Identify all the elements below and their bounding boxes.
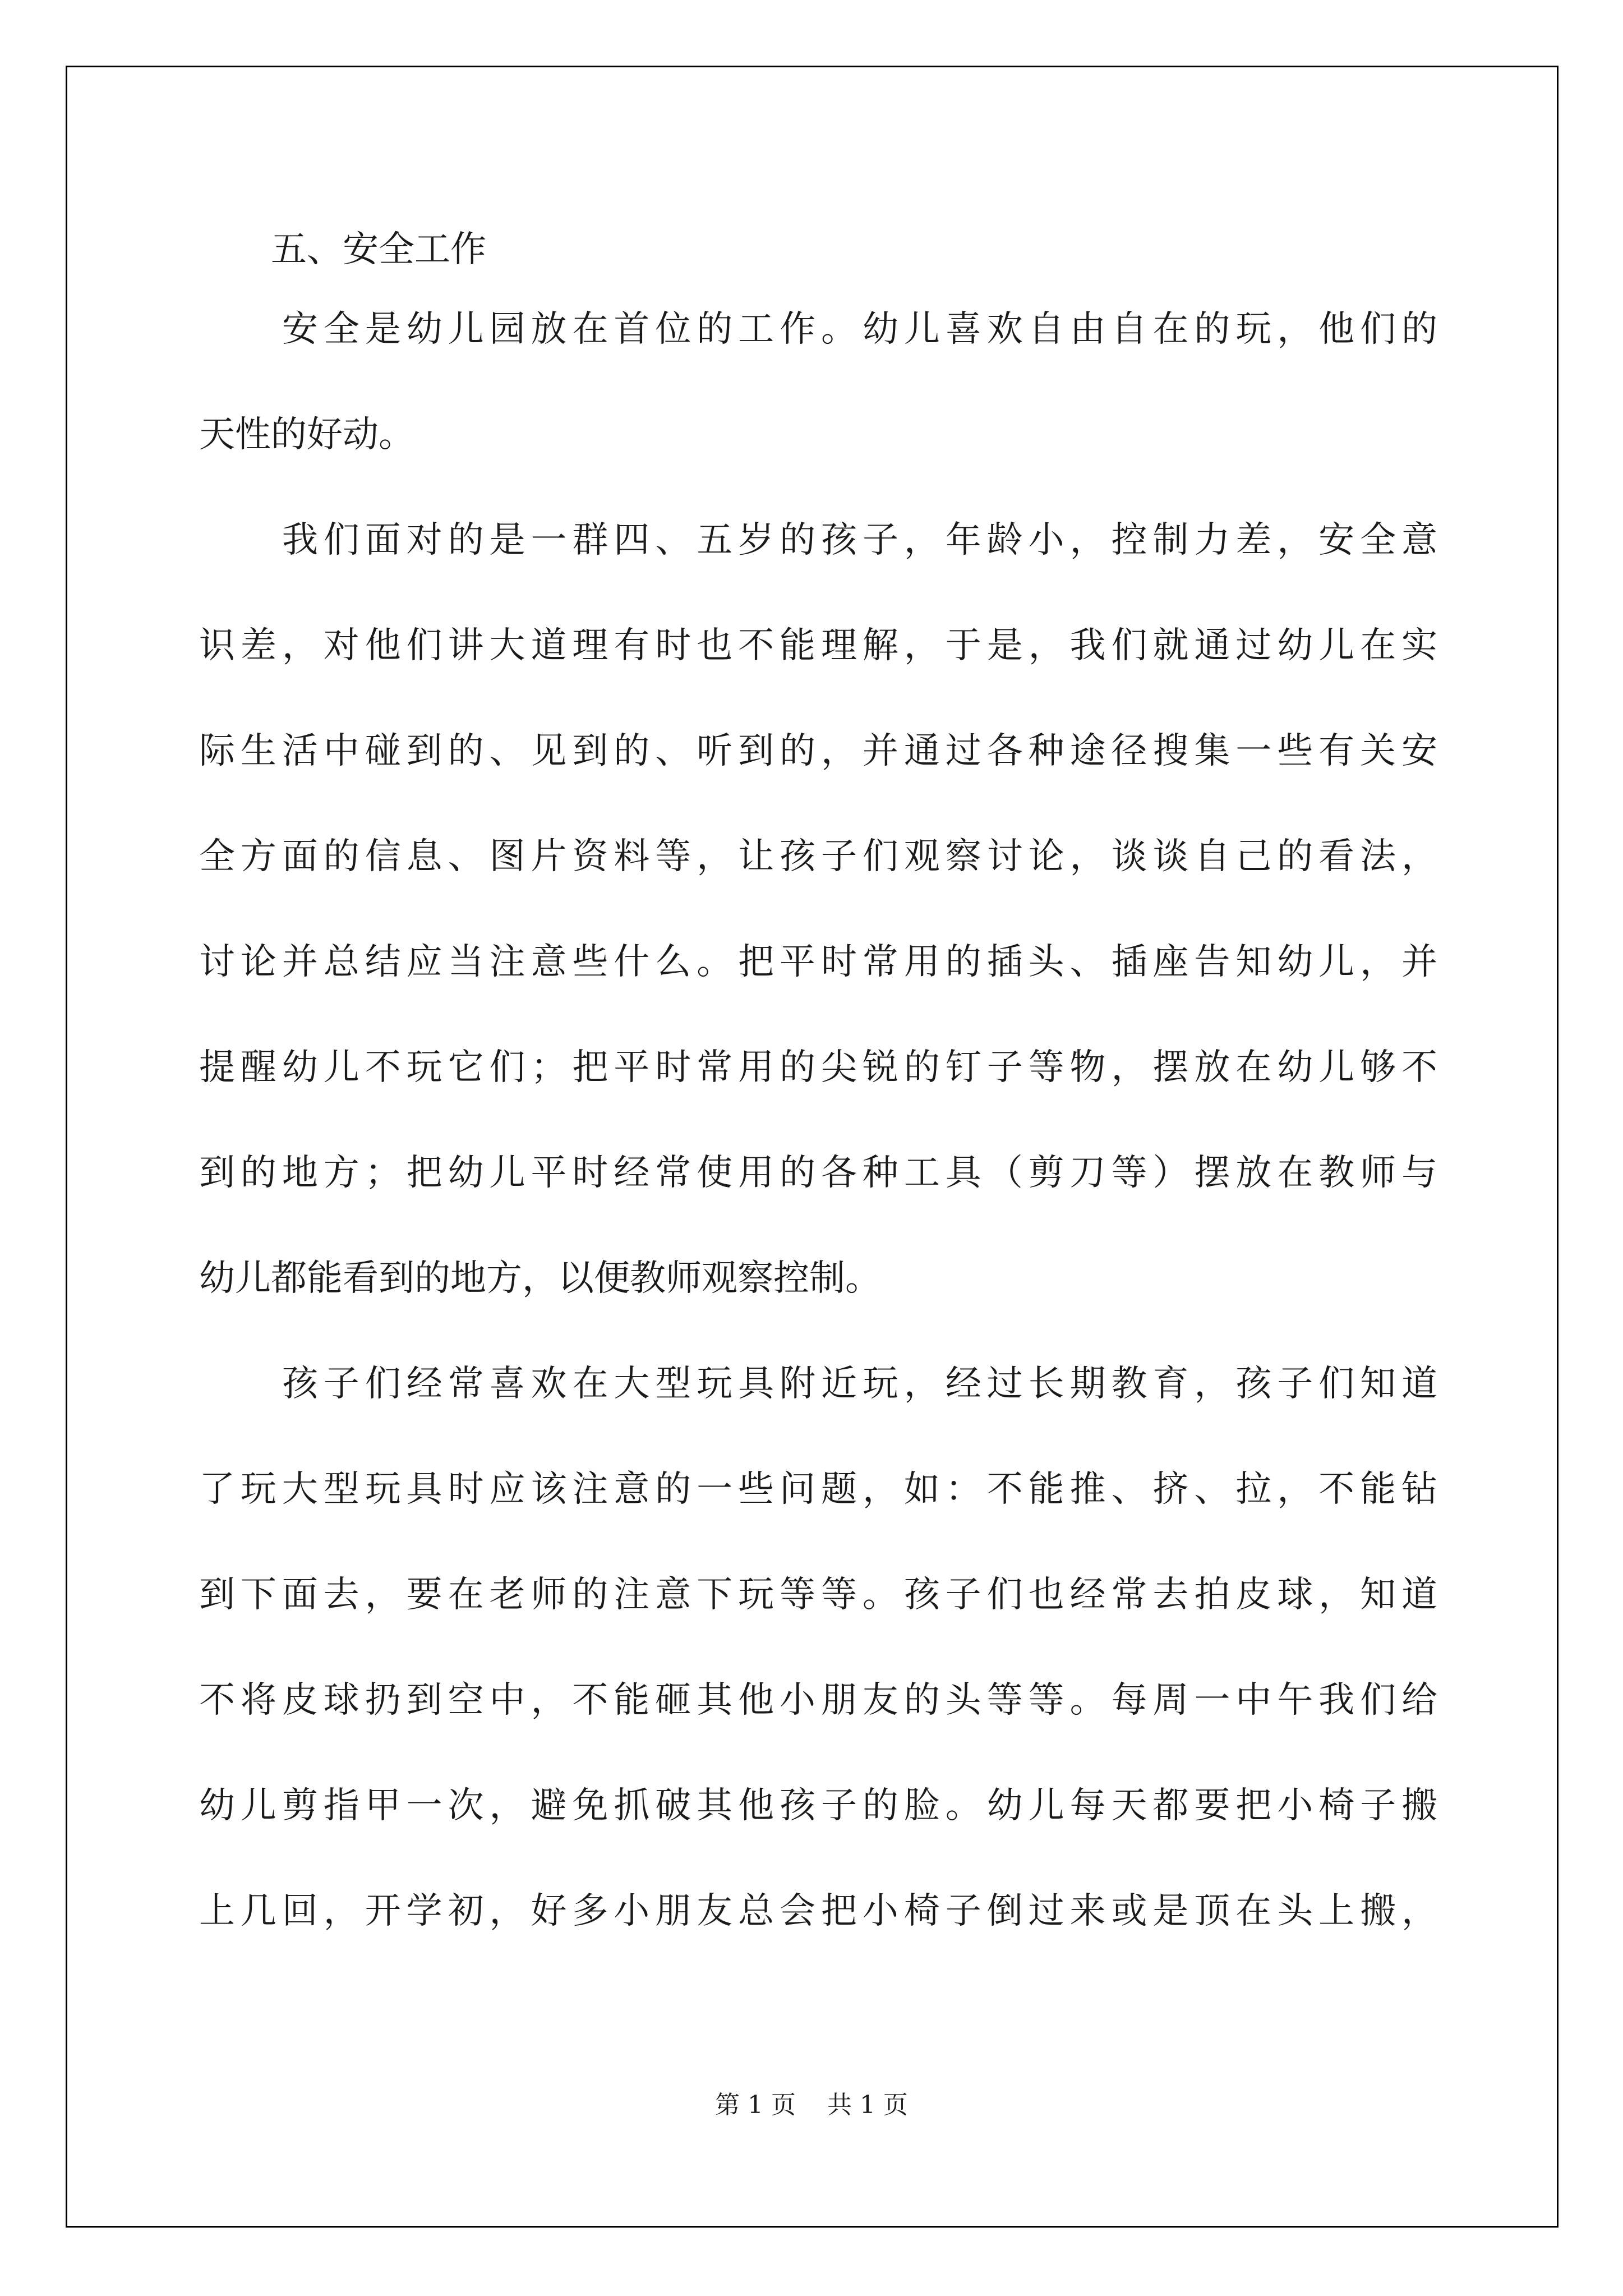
paragraph-3-line-3: 到下面去，要在老师的注意下玩等等。孩子们也经常去拍皮球，知道: [199, 1574, 1437, 1616]
paragraph-2-line-8: 幼儿都能看到的地方，以便教师观察控制。: [199, 1258, 881, 1299]
paragraph-3-line-2: 了玩大型玩具时应该注意的一些问题，如：不能推、挤、拉，不能钻: [199, 1469, 1437, 1510]
paragraph-2-line-7: 到的地方；把幼儿平时经常使用的各种工具（剪刀等）摆放在教师与: [199, 1152, 1437, 1194]
paragraph-2-line-2: 识差，对他们讲大道理有时也不能理解，于是，我们就通过幼儿在实: [199, 625, 1437, 666]
paragraph-2-line-4: 全方面的信息、图片资料等，让孩子们观察讨论，谈谈自己的看法，: [199, 836, 1437, 877]
section-heading: 五、安全工作: [271, 229, 486, 270]
document-body: [199, 223, 1437, 1964]
page-number-footer: 第 1 页 共 1 页: [715, 2091, 908, 2119]
paragraph-1-line-1: 安全是幼儿园放在首位的工作。幼儿喜欢自由自在的玩，他们的: [282, 309, 1437, 350]
paragraph-2-line-1: 我们面对的是一群四、五岁的孩子，年龄小，控制力差，安全意: [282, 519, 1437, 561]
paragraph-3-line-4: 不将皮球扔到空中，不能砸其他小朋友的头等等。每周一中午我们给: [199, 1680, 1437, 1721]
paragraph-2-line-6: 提醒幼儿不玩它们；把平时常用的尖锐的钉子等物，摆放在幼儿够不: [199, 1047, 1437, 1088]
paragraph-3-line-6: 上几回，开学初，好多小朋友总会把小椅子倒过来或是顶在头上搬，: [199, 1890, 1437, 1932]
paragraph-1-line-2: 天性的好动。: [199, 414, 414, 455]
paragraph-3-line-1: 孩子们经常喜欢在大型玩具附近玩，经过长期教育，孩子们知道: [282, 1363, 1437, 1405]
paragraph-2-line-5: 讨论并总结应当注意些什么。把平时常用的插头、插座告知幼儿，并: [199, 941, 1437, 983]
paragraph-2-line-3: 际生活中碰到的、见到的、听到的，并通过各种途径搜集一些有关安: [199, 730, 1437, 772]
paragraph-3-line-5: 幼儿剪指甲一次，避免抓破其他孩子的脸。幼儿每天都要把小椅子搬: [199, 1785, 1437, 1826]
